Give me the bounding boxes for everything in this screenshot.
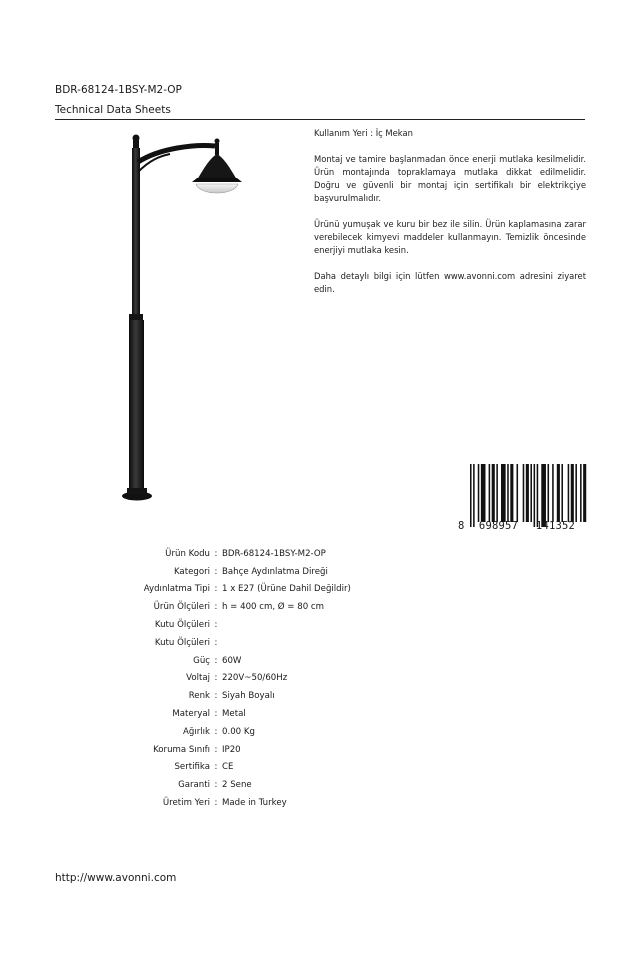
barcode-bar — [523, 464, 525, 522]
barcode-bar — [496, 464, 498, 522]
spec-separator: : — [214, 566, 218, 577]
barcode-bar — [568, 464, 570, 522]
spec-label: Koruma Sınıfı — [153, 744, 210, 755]
spec-separator: : — [214, 620, 218, 631]
spec-value: Bahçe Aydınlatma Direği — [222, 566, 328, 577]
barcode-bar — [548, 464, 550, 522]
spec-label: Aydınlatma Tipi — [143, 584, 210, 595]
info-paragraph: Daha detaylı bilgi için lütfen www.avonni.com adresini ziyaret edin. — [314, 271, 586, 294]
barcode-bar — [583, 464, 586, 522]
barcode-group-right: 141352 — [535, 520, 576, 532]
barcode-number — [458, 520, 588, 532]
spec-separator: : — [214, 584, 218, 595]
spec-row — [80, 545, 480, 563]
barcode-bar — [571, 464, 574, 522]
spec-value: Siyah Boyalı — [222, 691, 275, 702]
spec-value: IP20 — [222, 744, 241, 755]
spec-separator: : — [214, 762, 218, 773]
spec-label: Voltaj — [186, 673, 210, 684]
spec-row — [80, 759, 480, 777]
spec-label: Renk — [188, 691, 210, 702]
barcode-bar — [510, 464, 513, 522]
barcode-bar — [537, 464, 539, 527]
barcode-bar — [478, 464, 480, 522]
header-divider — [55, 119, 585, 120]
spec-row — [80, 670, 480, 688]
spec-separator: : — [214, 780, 218, 791]
spec-value: 2 Sene — [222, 780, 252, 791]
safety-paragraph: Montaj ve tamire başlanmadan önce enerji mutlaka kesilmelidir. Ürün montajında topraklamaya mutlaka dikkat edilmelidir. Doğru ve güvenli bir montaj için sertifikalı bir elektrikçiye başvurulmalıdır. — [314, 154, 586, 203]
barcode-bar — [501, 464, 506, 522]
spec-row — [80, 794, 480, 812]
spec-separator: : — [214, 709, 218, 720]
spec-label: Kutu Ölçüleri — [154, 620, 210, 631]
barcode-group-left: 698957 — [478, 520, 519, 532]
spec-label: Üretim Yeri — [162, 798, 210, 809]
barcode-bar — [492, 464, 495, 522]
spec-value: 60W — [222, 655, 242, 666]
spec-row — [80, 652, 480, 670]
barcode-bar — [517, 464, 519, 522]
barcode-bar — [557, 464, 560, 522]
barcode-bar — [470, 464, 472, 527]
barcode-bar — [534, 464, 536, 527]
barcode-bar — [541, 464, 546, 527]
usage-description — [314, 127, 586, 309]
spec-label: Kategori — [173, 566, 210, 577]
spec-label: Sertifika — [174, 762, 210, 773]
spec-separator: : — [214, 744, 218, 755]
spec-separator: : — [214, 548, 218, 559]
spec-separator: : — [214, 602, 218, 613]
barcode-bar — [575, 464, 577, 522]
spec-label: Ağırlık — [182, 726, 210, 737]
spec-value: 220V~50/60Hz — [222, 673, 288, 684]
barcode-bar — [552, 464, 554, 522]
spec-label: Materyal — [172, 709, 210, 720]
product-code: BDR-68124-1BSY-M2-OP — [55, 84, 182, 96]
spec-separator: : — [214, 655, 218, 666]
spec-row — [80, 741, 480, 759]
spec-separator: : — [214, 798, 218, 809]
spec-label: Ürün Ölçüleri — [153, 602, 210, 613]
spec-row — [80, 616, 480, 634]
spec-separator: : — [214, 691, 218, 702]
spec-label: Garanti — [178, 780, 210, 791]
barcode-lead-digit: 8 — [458, 520, 465, 532]
spec-row — [80, 705, 480, 723]
spec-row — [80, 634, 480, 652]
spec-row — [80, 563, 480, 581]
document-subtitle: Technical Data Sheets — [55, 104, 171, 116]
spec-value: CE — [222, 762, 234, 773]
website-link[interactable]: http://www.avonni.com — [55, 872, 177, 884]
barcode-bar — [526, 464, 529, 522]
barcode-bar — [561, 464, 563, 522]
care-paragraph: Ürünü yumuşak ve kuru bir bez ile silin. Ürün kaplamasına zarar verebilecek kimyevi maddeler kullanmayın. Temizlik öncesinde enerjiyi mutlaka kesin. — [314, 219, 586, 255]
spec-value: Metal — [222, 709, 246, 720]
spec-separator: : — [214, 726, 218, 737]
spec-label: Kutu Ölçüleri — [154, 637, 210, 648]
spec-label: Ürün Kodu — [165, 548, 210, 559]
barcode-bar — [473, 464, 475, 527]
barcode-bars — [458, 461, 588, 527]
lamp-post-image — [100, 128, 260, 508]
barcode-bar — [481, 464, 486, 522]
spec-value: BDR-68124-1BSY-M2-OP — [222, 548, 326, 559]
spec-label: Güç — [193, 655, 210, 666]
usage-location: Kullanım Yeri : İç Mekan — [314, 128, 413, 138]
spec-value: h = 400 cm, Ø = 80 cm — [222, 602, 324, 613]
spec-separator: : — [214, 673, 218, 684]
spec-row — [80, 581, 480, 599]
spec-row — [80, 687, 480, 705]
spec-value: 0.00 Kg — [222, 726, 255, 737]
barcode-bar — [580, 464, 582, 522]
barcode-bar — [507, 464, 509, 522]
spec-row — [80, 776, 480, 794]
barcode — [458, 461, 588, 533]
spec-row — [80, 598, 480, 616]
spec-value: 1 x E27 (Ürüne Dahil Değildir) — [222, 584, 351, 595]
spec-row — [80, 723, 480, 741]
barcode-bar — [530, 464, 532, 522]
spec-value: Made in Turkey — [222, 798, 287, 809]
barcode-bar — [489, 464, 491, 522]
spec-table — [80, 545, 480, 812]
spec-separator: : — [214, 637, 218, 648]
